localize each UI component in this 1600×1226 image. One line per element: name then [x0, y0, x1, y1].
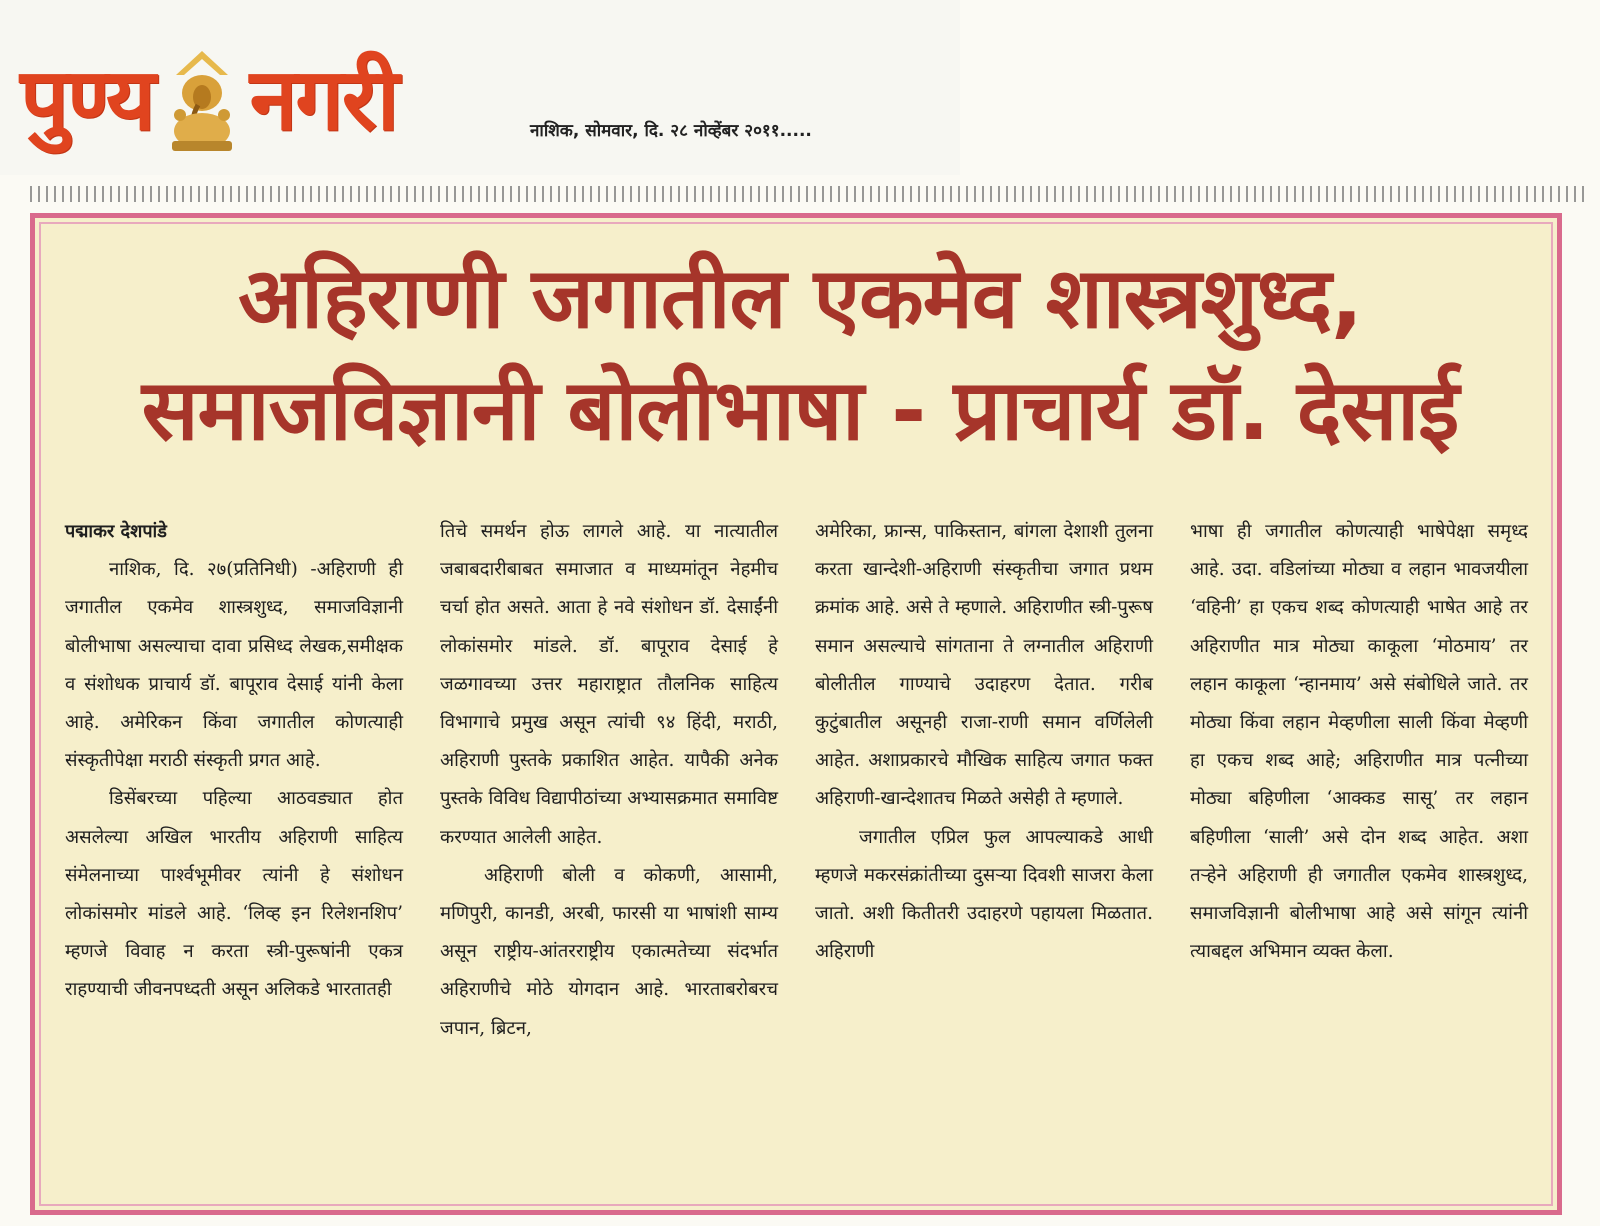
- article-column-1: [65, 513, 403, 1193]
- page-ruler-divider: [30, 186, 1590, 202]
- article-column-3: [815, 513, 1153, 1193]
- masthead: [0, 0, 960, 175]
- headline-line-2: समाजविज्ञानी बोलीभाषा - प्राचार्य डॉ. देसाई: [141, 361, 1459, 459]
- article-column-4: [1190, 513, 1528, 1193]
- column-paragraph: जगातील एप्रिल फुल आपल्याकडे आधी म्हणजे मकरसंक्रांतीच्या दुसऱ्या दिवशी साजरा केला जातो. अशी कितीतरी उदाहरणे पहायला मिळतात. अहिराणी: [815, 826, 1153, 963]
- article-body: [65, 513, 1535, 1193]
- column-paragraph: भाषा ही जगातील कोणत्याही भाषेपेक्षा समृध्द आहे. उदा. वडिलांच्या मोठ्या व लहान भावजयीला ‘वहिनी’ हा एकच शब्द कोणत्याही भाषेत आहे तर अहिराणीत मात्र मोठ्या काकूला ‘मोठमाय’ तर लहान काकूला ‘न्हानमाय’ असे संबोधिले जाते. तर मोठ्या किंवा लहान मेव्हणीला साली किंवा मेव्हणी हा एकच शब्द आहे; अहिराणीत मात्र पत्नीच्या मोठ्या बहिणीला ‘आक्कड सासू’ तर लहान बहिणीला ‘साली’ असे दोन शब्द आहेत. अशा तऱ्हेने अहिराणी ही जगातील एकमेव शास्त्रशुध्द, समाजविज्ञानी बोलीभाषा आहे असे सांगून त्यांनी त्याबद्दल अभिमान व्यक्त केला.: [1190, 521, 1528, 963]
- column-paragraph: डिसेंबरच्या पहिल्या आठवड्यात होत असलेल्या अखिल भारतीय अहिराणी साहित्य संमेलनाच्या पार्श्वभूमीवर त्यांनी हे संशोधन लोकांसमोर मांडले आहे. ‘लिव्ह इन रिलेशनशिप’ म्हणजे विवाह न करता स्त्री-पुरूषांनी एकत्र राहण्याची जीवनपध्दती असून अलिकडे भारतातही: [65, 788, 403, 1001]
- byline: पद्माकर देशपांडे: [65, 521, 167, 542]
- article-frame: [30, 213, 1562, 1215]
- column-paragraph: अमेरिका, फ्रान्स, पाकिस्तान, बांगला देशाशी तुलना करता खान्देशी-अहिराणी संस्कृतीचा जगात प्रथम क्रमांक आहे. असे ते म्हणाले. अहिराणीत स्त्री-पुरूष समान असल्याचे सांगताना ते लग्नातील अहिराणी बोलीतील गाण्याचे उदाहरण देतात. गरीब कुटुंबातील असूनही राजा-राणी समान वर्णिलेली आहेत. अशाप्रकारचे मौखिक साहित्य जगात फक्त अहिराणी-खान्देशातच मिळते असेही ते म्हणाले.: [815, 521, 1153, 810]
- column-paragraph: अहिराणी बोली व कोकणी, आसामी, मणिपुरी, कानडी, अरबी, फारसी या भाषांशी साम्य असून राष्ट्रीय-आंतरराष्ट्रीय एकात्मतेच्या संदर्भात अहिराणीचे मोठे योगदान आहे. भारताबरोबरच जपान, ब्रिटन,: [440, 864, 778, 1039]
- article-column-2: [440, 513, 778, 1193]
- column-paragraph: नाशिक, दि. २७(प्रतिनिधी) -अहिराणी ही जगातील एकमेव शास्त्रशुध्द, समाजविज्ञानी बोलीभाषा असल्याचा दावा प्रसिध्द लेखक,समीक्षक व संशोधक प्राचार्य डॉ. बापूराव देसाई यांनी केला आहे. अमेरिकन किंवा जगातील कोणत्याही संस्कृतीपेक्षा मराठी संस्कृती प्रगत आहे.: [65, 559, 403, 772]
- ganesha-icon: [158, 45, 246, 155]
- logo-word-right: नगरी: [249, 50, 398, 150]
- dateline: नाशिक, सोमवार, दि. २८ नोव्हेंबर २०११.....: [530, 121, 812, 141]
- logo-word-left: पुण्य: [20, 50, 154, 150]
- newspaper-logo: [20, 30, 520, 170]
- column-paragraph: तिचे समर्थन होऊ लागले आहे. या नात्यातील जबाबदारीबाबत समाजात व माध्यमांतून नेहमीच चर्चा होत असते. आता हे नवे संशोधन डॉ. देसाईंनी लोकांसमोर मांडले. डॉ. बापूराव देसाई हे जळगावच्या उत्तर महाराष्ट्रात तौलनिक साहित्य विभागाचे प्रमुख असून त्यांची ९४ हिंदी, मराठी, अहिराणी पुस्तके प्रकाशित आहेत. यापैकी अनेक पुस्तके विविध विद्यापीठांच्या अभ्यासक्रमात समाविष्ट करण्यात आलेली आहेत.: [440, 521, 778, 848]
- headline-line-1: अहिराणी जगातील एकमेव शास्त्रशुध्द,: [238, 249, 1362, 347]
- article-headline: [75, 242, 1525, 466]
